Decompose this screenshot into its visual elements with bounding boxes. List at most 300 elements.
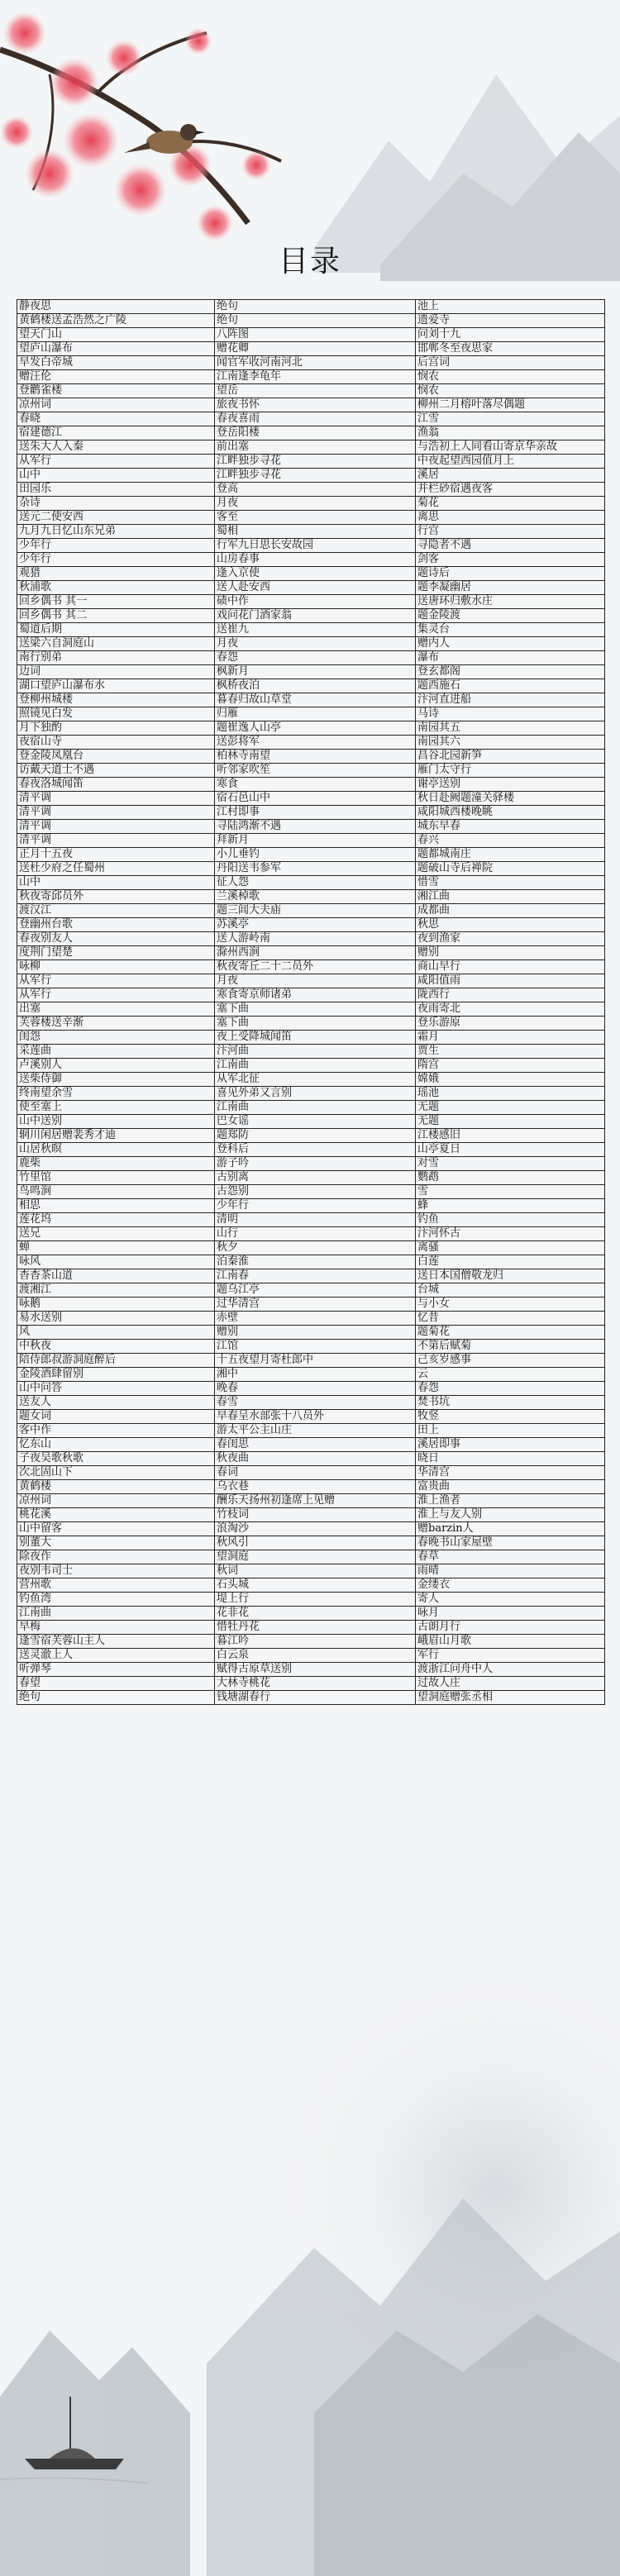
poem-title-cell[interactable]: 赋得古原草送别 xyxy=(215,1663,416,1677)
poem-title-cell[interactable]: 照镜见白发 xyxy=(17,707,215,721)
poem-title-cell[interactable]: 溪居即事 xyxy=(416,1438,605,1452)
poem-title-cell[interactable]: 采莲曲 xyxy=(17,1045,215,1059)
poem-title-cell[interactable]: 从军北征 xyxy=(215,1073,416,1087)
poem-title-cell[interactable]: 戏问花门酒家翁 xyxy=(215,609,416,623)
poem-title-cell[interactable]: 清平调 xyxy=(17,820,215,834)
poem-title-cell[interactable]: 隋宫 xyxy=(416,1059,605,1073)
poem-title-cell[interactable]: 峨眉山月歌 xyxy=(416,1635,605,1649)
poem-title-cell[interactable]: 白云泉 xyxy=(215,1649,416,1663)
poem-title-cell[interactable]: 登玄都阁 xyxy=(416,665,605,679)
poem-title-cell[interactable]: 台城 xyxy=(416,1283,605,1298)
poem-title-cell[interactable]: 金缕衣 xyxy=(416,1578,605,1593)
poem-title-cell[interactable]: 春怨 xyxy=(416,1382,605,1396)
poem-title-cell[interactable]: 渡湘江 xyxy=(17,1283,215,1298)
poem-title-cell[interactable]: 咏柳 xyxy=(17,960,215,974)
poem-title-cell[interactable]: 古怨别 xyxy=(215,1185,416,1199)
poem-title-cell[interactable]: 观猎 xyxy=(17,567,215,581)
poem-title-cell[interactable]: 易水送别 xyxy=(17,1312,215,1326)
poem-title-cell[interactable]: 清平调 xyxy=(17,834,215,848)
poem-title-cell[interactable]: 陇西行 xyxy=(416,988,605,1002)
poem-title-cell[interactable]: 泊秦淮 xyxy=(215,1255,416,1269)
poem-title-cell[interactable]: 霜月 xyxy=(416,1031,605,1045)
poem-title-cell[interactable]: 清平调 xyxy=(17,792,215,806)
poem-title-cell[interactable]: 焚书坑 xyxy=(416,1396,605,1410)
poem-title-cell[interactable]: 山居秋暝 xyxy=(17,1143,215,1157)
poem-title-cell[interactable]: 古别离 xyxy=(215,1171,416,1185)
poem-title-cell[interactable]: 桃花溪 xyxy=(17,1508,215,1522)
poem-title-cell[interactable]: 惜牡丹花 xyxy=(215,1621,416,1635)
poem-title-cell[interactable]: 相思 xyxy=(17,1199,215,1213)
poem-title-cell[interactable]: 送人赴安西 xyxy=(215,581,416,595)
poem-title-cell[interactable]: 听邻家吹笙 xyxy=(215,764,416,778)
poem-title-cell[interactable]: 过华清宫 xyxy=(215,1298,416,1312)
poem-title-cell[interactable]: 大林寺桃花 xyxy=(215,1677,416,1691)
poem-title-cell[interactable]: 登柳州城楼 xyxy=(17,693,215,707)
poem-title-cell[interactable]: 咏鹅 xyxy=(17,1298,215,1312)
poem-title-cell[interactable]: 赤壁 xyxy=(215,1312,416,1326)
poem-title-cell[interactable]: 杳杳茶山道 xyxy=(17,1269,215,1283)
poem-title-cell[interactable]: 渡汉江 xyxy=(17,904,215,918)
poem-title-cell[interactable]: 春夜喜雨 xyxy=(215,412,416,426)
poem-title-cell[interactable]: 山房春事 xyxy=(215,553,416,567)
poem-title-cell[interactable]: 早春呈水部张十八员外 xyxy=(215,1410,416,1424)
poem-title-cell[interactable]: 枫桥夜泊 xyxy=(215,679,416,693)
poem-title-cell[interactable]: 淮上与友人别 xyxy=(416,1508,605,1522)
poem-title-cell[interactable]: 秋词 xyxy=(215,1564,416,1578)
poem-title-cell[interactable]: 雪 xyxy=(416,1185,605,1199)
poem-title-cell[interactable]: 登岳阳楼 xyxy=(215,426,416,440)
poem-title-cell[interactable]: 清平调 xyxy=(17,806,215,820)
poem-title-cell[interactable]: 与浩初上人同看山寄京华亲故 xyxy=(416,440,605,455)
poem-title-cell[interactable]: 莲花坞 xyxy=(17,1213,215,1227)
poem-title-cell[interactable]: 登科后 xyxy=(215,1143,416,1157)
poem-title-cell[interactable]: 浪淘沙 xyxy=(215,1522,416,1536)
poem-title-cell[interactable]: 钱塘湖春行 xyxy=(215,1691,416,1705)
poem-title-cell[interactable]: 集灵台 xyxy=(416,623,605,637)
poem-title-cell[interactable]: 赠别 xyxy=(215,1326,416,1340)
poem-title-cell[interactable]: 风 xyxy=(17,1326,215,1340)
poem-title-cell[interactable]: 鸟鸣涧 xyxy=(17,1185,215,1199)
poem-title-cell[interactable]: 寒食 xyxy=(215,778,416,792)
poem-title-cell[interactable]: 山中留客 xyxy=(17,1522,215,1536)
poem-title-cell[interactable]: 春词 xyxy=(215,1466,416,1480)
poem-title-cell[interactable]: 蜀道后期 xyxy=(17,623,215,637)
poem-title-cell[interactable]: 子夜吴歌秋歌 xyxy=(17,1452,215,1466)
poem-title-cell[interactable]: 雨晴 xyxy=(416,1564,605,1578)
poem-title-cell[interactable]: 旅夜书怀 xyxy=(215,398,416,412)
poem-title-cell[interactable]: 乌衣巷 xyxy=(215,1480,416,1494)
poem-title-cell[interactable]: 征人怨 xyxy=(215,876,416,890)
poem-title-cell[interactable]: 送日本国僧敬龙归 xyxy=(416,1269,605,1283)
poem-title-cell[interactable]: 绝句 xyxy=(215,300,416,314)
poem-title-cell[interactable]: 江南春 xyxy=(215,1269,416,1283)
poem-title-cell[interactable]: 从军行 xyxy=(17,974,215,988)
poem-title-cell[interactable]: 江馆 xyxy=(215,1340,416,1354)
poem-title-cell[interactable]: 金陵酒肆留别 xyxy=(17,1368,215,1382)
poem-title-cell[interactable]: 商山早行 xyxy=(416,960,605,974)
poem-title-cell[interactable]: 题菊花 xyxy=(416,1326,605,1340)
poem-title-cell[interactable]: 登乐游原 xyxy=(416,1017,605,1031)
poem-title-cell[interactable]: 辋川闲居赠裴秀才迪 xyxy=(17,1129,215,1143)
poem-title-cell[interactable]: 题破山寺后禅院 xyxy=(416,862,605,876)
poem-title-cell[interactable]: 池上 xyxy=(416,300,605,314)
poem-title-cell[interactable]: 杂诗 xyxy=(17,497,215,511)
poem-title-cell[interactable]: 惜雪 xyxy=(416,876,605,890)
poem-title-cell[interactable]: 登鹳雀楼 xyxy=(17,384,215,398)
poem-title-cell[interactable]: 昌谷北园新笋 xyxy=(416,750,605,764)
poem-title-cell[interactable]: 宿石邑山中 xyxy=(215,792,416,806)
poem-title-cell[interactable]: 离骚 xyxy=(416,1241,605,1255)
poem-title-cell[interactable]: 春晓 xyxy=(17,412,215,426)
poem-title-cell[interactable]: 江畔独步寻花 xyxy=(215,455,416,469)
poem-title-cell[interactable]: 江南曲 xyxy=(17,1607,215,1621)
poem-title-cell[interactable]: 湖口望庐山瀑布水 xyxy=(17,679,215,693)
poem-title-cell[interactable]: 湘中 xyxy=(215,1368,416,1382)
poem-title-cell[interactable]: 秋日赴阙题潼关驿楼 xyxy=(416,792,605,806)
poem-title-cell[interactable]: 客中作 xyxy=(17,1424,215,1438)
poem-title-cell[interactable]: 溪居 xyxy=(416,469,605,483)
poem-title-cell[interactable]: 兰溪棹歌 xyxy=(215,890,416,904)
poem-title-cell[interactable]: 忆昔 xyxy=(416,1312,605,1326)
poem-title-cell[interactable]: 望天门山 xyxy=(17,328,215,342)
poem-title-cell[interactable]: 逢雪宿芙蓉山主人 xyxy=(17,1635,215,1649)
poem-title-cell[interactable]: 富贵曲 xyxy=(416,1480,605,1494)
poem-title-cell[interactable]: 送友人 xyxy=(17,1396,215,1410)
poem-title-cell[interactable]: 对雪 xyxy=(416,1157,605,1171)
poem-title-cell[interactable]: 秋夜寄丘二十二员外 xyxy=(215,960,416,974)
poem-title-cell[interactable]: 夜雨寄北 xyxy=(416,1002,605,1017)
poem-title-cell[interactable]: 雁门太守行 xyxy=(416,764,605,778)
poem-title-cell[interactable]: 山中 xyxy=(17,469,215,483)
poem-title-cell[interactable]: 忆东山 xyxy=(17,1438,215,1452)
poem-title-cell[interactable]: 嫦娥 xyxy=(416,1073,605,1087)
poem-title-cell[interactable]: 闺怨 xyxy=(17,1031,215,1045)
poem-title-cell[interactable]: 月夜 xyxy=(215,974,416,988)
poem-title-cell[interactable]: 十五夜望月寄杜郎中 xyxy=(215,1354,416,1368)
poem-title-cell[interactable]: 营州歌 xyxy=(17,1578,215,1593)
poem-title-cell[interactable]: 秋风引 xyxy=(215,1536,416,1550)
poem-title-cell[interactable]: 月下独酌 xyxy=(17,721,215,736)
poem-title-cell[interactable]: 云 xyxy=(416,1368,605,1382)
poem-title-cell[interactable]: 渡浙江问舟中人 xyxy=(416,1663,605,1677)
poem-title-cell[interactable]: 悯农 xyxy=(416,370,605,384)
poem-title-cell[interactable]: 送人游岭南 xyxy=(215,932,416,946)
poem-title-cell[interactable]: 中夜起望西园值月上 xyxy=(416,455,605,469)
poem-title-cell[interactable]: 小儿垂钓 xyxy=(215,848,416,862)
poem-title-cell[interactable]: 江村即事 xyxy=(215,806,416,820)
poem-title-cell[interactable]: 晓日 xyxy=(416,1452,605,1466)
poem-title-cell[interactable]: 春夜洛城闻笛 xyxy=(17,778,215,792)
poem-title-cell[interactable]: 过故人庄 xyxy=(416,1677,605,1691)
poem-title-cell[interactable]: 黄鹤楼 xyxy=(17,1480,215,1494)
poem-title-cell[interactable]: 月夜 xyxy=(215,497,416,511)
poem-title-cell[interactable]: 剑客 xyxy=(416,553,605,567)
poem-title-cell[interactable]: 春夜别友人 xyxy=(17,932,215,946)
poem-title-cell[interactable]: 汴河直进船 xyxy=(416,693,605,707)
poem-title-cell[interactable]: 边词 xyxy=(17,665,215,679)
poem-title-cell[interactable]: 江畔独步寻花 xyxy=(215,469,416,483)
poem-title-cell[interactable]: 题女词 xyxy=(17,1410,215,1424)
poem-title-cell[interactable]: 从军行 xyxy=(17,455,215,469)
poem-title-cell[interactable]: 出塞 xyxy=(17,1002,215,1017)
poem-title-cell[interactable]: 送梁六自洞庭山 xyxy=(17,637,215,651)
poem-title-cell[interactable]: 苏溪亭 xyxy=(215,918,416,932)
poem-title-cell[interactable]: 登高 xyxy=(215,483,416,497)
poem-title-cell[interactable]: 蜂 xyxy=(416,1199,605,1213)
poem-title-cell[interactable]: 绝句 xyxy=(17,1691,215,1705)
poem-title-cell[interactable]: 送灵澈上人 xyxy=(17,1649,215,1663)
poem-title-cell[interactable]: 贾生 xyxy=(416,1045,605,1059)
poem-title-cell[interactable]: 次北固山下 xyxy=(17,1466,215,1480)
poem-title-cell[interactable]: 秋浦歌 xyxy=(17,581,215,595)
poem-title-cell[interactable]: 夜别韦司士 xyxy=(17,1564,215,1578)
poem-title-cell[interactable]: 望岳 xyxy=(215,384,416,398)
poem-title-cell[interactable]: 望洞庭赠张丞相 xyxy=(416,1691,605,1705)
poem-title-cell[interactable]: 南园其六 xyxy=(416,736,605,750)
poem-title-cell[interactable]: 卢溪别人 xyxy=(17,1059,215,1073)
poem-title-cell[interactable]: 归雁 xyxy=(215,707,416,721)
poem-title-cell[interactable]: 赠汪伦 xyxy=(17,370,215,384)
poem-title-cell[interactable]: 九月九日忆山东兄弟 xyxy=(17,525,215,539)
poem-title-cell[interactable]: 送柴侍御 xyxy=(17,1073,215,1087)
poem-title-cell[interactable]: 江南曲 xyxy=(215,1101,416,1115)
poem-title-cell[interactable]: 喜见外弟又言别 xyxy=(215,1087,416,1101)
poem-title-cell[interactable]: 望庐山瀑布 xyxy=(17,342,215,356)
poem-title-cell[interactable]: 马诗 xyxy=(416,707,605,721)
poem-title-cell[interactable]: 春兴 xyxy=(416,834,605,848)
poem-title-cell[interactable]: 悯农 xyxy=(416,384,605,398)
poem-title-cell[interactable]: 芙蓉楼送辛渐 xyxy=(17,1017,215,1031)
poem-title-cell[interactable]: 题金陵渡 xyxy=(416,609,605,623)
poem-title-cell[interactable]: 赠别 xyxy=(416,946,605,960)
poem-title-cell[interactable]: 静夜思 xyxy=(17,300,215,314)
poem-title-cell[interactable]: 暮江吟 xyxy=(215,1635,416,1649)
poem-title-cell[interactable]: 题崔逸人山亭 xyxy=(215,721,416,736)
poem-title-cell[interactable]: 月夜 xyxy=(215,637,416,651)
poem-title-cell[interactable]: 渔翁 xyxy=(416,426,605,440)
poem-title-cell[interactable]: 秋夕 xyxy=(215,1241,416,1255)
poem-title-cell[interactable]: 秋夜寄邱员外 xyxy=(17,890,215,904)
poem-title-cell[interactable]: 客至 xyxy=(215,511,416,525)
poem-title-cell[interactable]: 田园乐 xyxy=(17,483,215,497)
poem-title-cell[interactable]: 登金陵凤凰台 xyxy=(17,750,215,764)
poem-title-cell[interactable]: 听弹琴 xyxy=(17,1663,215,1677)
poem-title-cell[interactable]: 酬乐天扬州初逢席上见赠 xyxy=(215,1494,416,1508)
poem-title-cell[interactable]: 秋思 xyxy=(416,918,605,932)
poem-title-cell[interactable]: 不第后赋菊 xyxy=(416,1340,605,1354)
poem-title-cell[interactable]: 春晚书山家屋壁 xyxy=(416,1536,605,1550)
poem-title-cell[interactable]: 题乌江亭 xyxy=(215,1283,416,1298)
poem-title-cell[interactable]: 八阵图 xyxy=(215,328,416,342)
poem-title-cell[interactable]: 春草 xyxy=(416,1550,605,1564)
poem-title-cell[interactable]: 咸阳城西楼晚眺 xyxy=(416,806,605,820)
poem-title-cell[interactable]: 钓鱼 xyxy=(416,1213,605,1227)
poem-title-cell[interactable]: 塞下曲 xyxy=(215,1017,416,1031)
poem-title-cell[interactable]: 菊花 xyxy=(416,497,605,511)
poem-title-cell[interactable]: 枫新月 xyxy=(215,665,416,679)
poem-title-cell[interactable]: 回乡偶书 其二 xyxy=(17,609,215,623)
poem-title-cell[interactable]: 鹿柴 xyxy=(17,1157,215,1171)
poem-title-cell[interactable]: 遗爱寺 xyxy=(416,314,605,328)
poem-title-cell[interactable]: 黄鹤楼送孟浩然之广陵 xyxy=(17,314,215,328)
poem-title-cell[interactable]: 山中问答 xyxy=(17,1382,215,1396)
poem-title-cell[interactable]: 春闺思 xyxy=(215,1438,416,1452)
poem-title-cell[interactable]: 山行 xyxy=(215,1227,416,1241)
poem-title-cell[interactable]: 望洞庭 xyxy=(215,1550,416,1564)
poem-title-cell[interactable]: 早发白帝城 xyxy=(17,356,215,370)
poem-title-cell[interactable]: 寻陆鸿渐不遇 xyxy=(215,820,416,834)
poem-title-cell[interactable]: 柳州二月榕叶落尽偶题 xyxy=(416,398,605,412)
poem-title-cell[interactable]: 竹枝词 xyxy=(215,1508,416,1522)
poem-title-cell[interactable]: 登幽州台歌 xyxy=(17,918,215,932)
poem-title-cell[interactable]: 题李凝幽居 xyxy=(416,581,605,595)
poem-title-cell[interactable]: 寻隐者不遇 xyxy=(416,539,605,553)
poem-title-cell[interactable]: 蝉 xyxy=(17,1241,215,1255)
poem-title-cell[interactable]: 邯郸冬至夜思家 xyxy=(416,342,605,356)
poem-title-cell[interactable]: 送彭将军 xyxy=(215,736,416,750)
poem-title-cell[interactable]: 少年行 xyxy=(215,1199,416,1213)
poem-title-cell[interactable]: 竹里馆 xyxy=(17,1171,215,1185)
poem-title-cell[interactable]: 题郑防 xyxy=(215,1129,416,1143)
poem-title-cell[interactable]: 送唐环归敷水庄 xyxy=(416,595,605,609)
poem-title-cell[interactable]: 滁州西涧 xyxy=(215,946,416,960)
poem-title-cell[interactable]: 送元二使安西 xyxy=(17,511,215,525)
poem-title-cell[interactable]: 行军九日思长安故园 xyxy=(215,539,416,553)
poem-title-cell[interactable]: 巴女谣 xyxy=(215,1115,416,1129)
poem-title-cell[interactable]: 闻官军收河南河北 xyxy=(215,356,416,370)
poem-title-cell[interactable]: 回乡偶书 其一 xyxy=(17,595,215,609)
poem-title-cell[interactable]: 夜到渔家 xyxy=(416,932,605,946)
poem-title-cell[interactable]: 寄人 xyxy=(416,1593,605,1607)
poem-title-cell[interactable]: 拜新月 xyxy=(215,834,416,848)
poem-title-cell[interactable]: 咏风 xyxy=(17,1255,215,1269)
poem-title-cell[interactable]: 白莲 xyxy=(416,1255,605,1269)
poem-title-cell[interactable]: 送杜少府之任蜀州 xyxy=(17,862,215,876)
poem-title-cell[interactable]: 山中 xyxy=(17,876,215,890)
poem-title-cell[interactable]: 瀑布 xyxy=(416,651,605,665)
poem-title-cell[interactable]: 终南望余雪 xyxy=(17,1087,215,1101)
poem-title-cell[interactable]: 江南逢李龟年 xyxy=(215,370,416,384)
poem-title-cell[interactable]: 咸阳值雨 xyxy=(416,974,605,988)
poem-title-cell[interactable]: 清明 xyxy=(215,1213,416,1227)
poem-title-cell[interactable]: 游子吟 xyxy=(215,1157,416,1171)
poem-title-cell[interactable]: 夜宿山寺 xyxy=(17,736,215,750)
poem-title-cell[interactable]: 江雪 xyxy=(416,412,605,426)
poem-title-cell[interactable]: 汴河曲 xyxy=(215,1045,416,1059)
poem-title-cell[interactable]: 中秋夜 xyxy=(17,1340,215,1354)
poem-title-cell[interactable]: 使至塞上 xyxy=(17,1101,215,1115)
poem-title-cell[interactable]: 赠花卿 xyxy=(215,342,416,356)
poem-title-cell[interactable]: 送朱大人入秦 xyxy=(17,440,215,455)
poem-title-cell[interactable]: 军行 xyxy=(416,1649,605,1663)
poem-title-cell[interactable]: 并栏砂宿遇夜客 xyxy=(416,483,605,497)
poem-title-cell[interactable]: 塞下曲 xyxy=(215,1002,416,1017)
poem-title-cell[interactable]: 碛中作 xyxy=(215,595,416,609)
poem-title-cell[interactable]: 题西施石 xyxy=(416,679,605,693)
poem-title-cell[interactable]: 古朗月行 xyxy=(416,1621,605,1635)
poem-title-cell[interactable]: 瑶池 xyxy=(416,1087,605,1101)
poem-title-cell[interactable]: 问刘十九 xyxy=(416,328,605,342)
poem-title-cell[interactable]: 游太平公主山庄 xyxy=(215,1424,416,1438)
poem-title-cell[interactable]: 鹦鹉 xyxy=(416,1171,605,1185)
poem-title-cell[interactable]: 成都曲 xyxy=(416,904,605,918)
poem-title-cell[interactable]: 咏月 xyxy=(416,1607,605,1621)
poem-title-cell[interactable]: 春怨 xyxy=(215,651,416,665)
poem-title-cell[interactable]: 山中送别 xyxy=(17,1115,215,1129)
poem-title-cell[interactable]: 己亥岁感事 xyxy=(416,1354,605,1368)
poem-title-cell[interactable]: 谢亭送别 xyxy=(416,778,605,792)
poem-title-cell[interactable]: 春雪 xyxy=(215,1396,416,1410)
poem-title-cell[interactable]: 城东早春 xyxy=(416,820,605,834)
poem-title-cell[interactable]: 从军行 xyxy=(17,988,215,1002)
poem-title-cell[interactable]: 送兄 xyxy=(17,1227,215,1241)
poem-title-cell[interactable]: 花非花 xyxy=(215,1607,416,1621)
poem-title-cell[interactable]: 度荆门望楚 xyxy=(17,946,215,960)
poem-title-cell[interactable]: 湘江曲 xyxy=(416,890,605,904)
poem-title-cell[interactable]: 山亭夏日 xyxy=(416,1143,605,1157)
poem-title-cell[interactable]: 晚春 xyxy=(215,1382,416,1396)
poem-title-cell[interactable]: 无题 xyxy=(416,1101,605,1115)
poem-title-cell[interactable]: 夜上受降城闻笛 xyxy=(215,1031,416,1045)
poem-title-cell[interactable]: 赠内人 xyxy=(416,637,605,651)
poem-title-cell[interactable]: 江楼感旧 xyxy=(416,1129,605,1143)
poem-title-cell[interactable]: 南园其五 xyxy=(416,721,605,736)
poem-title-cell[interactable]: 后宫词 xyxy=(416,356,605,370)
poem-title-cell[interactable]: 正月十五夜 xyxy=(17,848,215,862)
poem-title-cell[interactable]: 宿建德江 xyxy=(17,426,215,440)
poem-title-cell[interactable]: 春望 xyxy=(17,1677,215,1691)
poem-title-cell[interactable]: 题三闾大夫庙 xyxy=(215,904,416,918)
poem-title-cell[interactable]: 秋夜曲 xyxy=(215,1452,416,1466)
poem-title-cell[interactable]: 石头城 xyxy=(215,1578,416,1593)
poem-title-cell[interactable]: 江南曲 xyxy=(215,1059,416,1073)
poem-title-cell[interactable]: 早梅 xyxy=(17,1621,215,1635)
poem-title-cell[interactable]: 淮上渔者 xyxy=(416,1494,605,1508)
poem-title-cell[interactable]: 堤上行 xyxy=(215,1593,416,1607)
poem-title-cell[interactable]: 南行别弟 xyxy=(17,651,215,665)
poem-title-cell[interactable]: 与小女 xyxy=(416,1298,605,1312)
poem-title-cell[interactable]: 访戴天道士不遇 xyxy=(17,764,215,778)
poem-title-cell[interactable]: 逢入京使 xyxy=(215,567,416,581)
poem-title-cell[interactable]: 题都城南庄 xyxy=(416,848,605,862)
poem-title-cell[interactable]: 柏林寺南望 xyxy=(215,750,416,764)
poem-title-cell[interactable]: 凉州词 xyxy=(17,398,215,412)
poem-title-cell[interactable]: 田上 xyxy=(416,1424,605,1438)
poem-title-cell[interactable]: 行宫 xyxy=(416,525,605,539)
poem-title-cell[interactable]: 牧竖 xyxy=(416,1410,605,1424)
poem-title-cell[interactable]: 凉州词 xyxy=(17,1494,215,1508)
poem-title-cell[interactable]: 暮春归故山草堂 xyxy=(215,693,416,707)
poem-title-cell[interactable]: 离思 xyxy=(416,511,605,525)
poem-title-cell[interactable]: 汴河怀古 xyxy=(416,1227,605,1241)
poem-title-cell[interactable]: 无题 xyxy=(416,1115,605,1129)
poem-title-cell[interactable]: 送崔九 xyxy=(215,623,416,637)
poem-title-cell[interactable]: 陪侍郎叔游洞庭醉后 xyxy=(17,1354,215,1368)
poem-title-cell[interactable]: 钓鱼湾 xyxy=(17,1593,215,1607)
poem-title-cell[interactable]: 蜀相 xyxy=(215,525,416,539)
poem-title-cell[interactable]: 华清宫 xyxy=(416,1466,605,1480)
poem-title-cell[interactable]: 别董大 xyxy=(17,1536,215,1550)
poem-title-cell[interactable]: 少年行 xyxy=(17,553,215,567)
poem-title-cell[interactable]: 赠barzin人 xyxy=(416,1522,605,1536)
poem-title-cell[interactable]: 题诗后 xyxy=(416,567,605,581)
poem-title-cell[interactable]: 除夜作 xyxy=(17,1550,215,1564)
poem-title-cell[interactable]: 寒食寄京师诸弟 xyxy=(215,988,416,1002)
poem-title-cell[interactable]: 前出塞 xyxy=(215,440,416,455)
poem-title-cell[interactable]: 少年行 xyxy=(17,539,215,553)
poem-title-cell[interactable]: 绝句 xyxy=(215,314,416,328)
poem-title-cell[interactable]: 丹阳送韦参军 xyxy=(215,862,416,876)
